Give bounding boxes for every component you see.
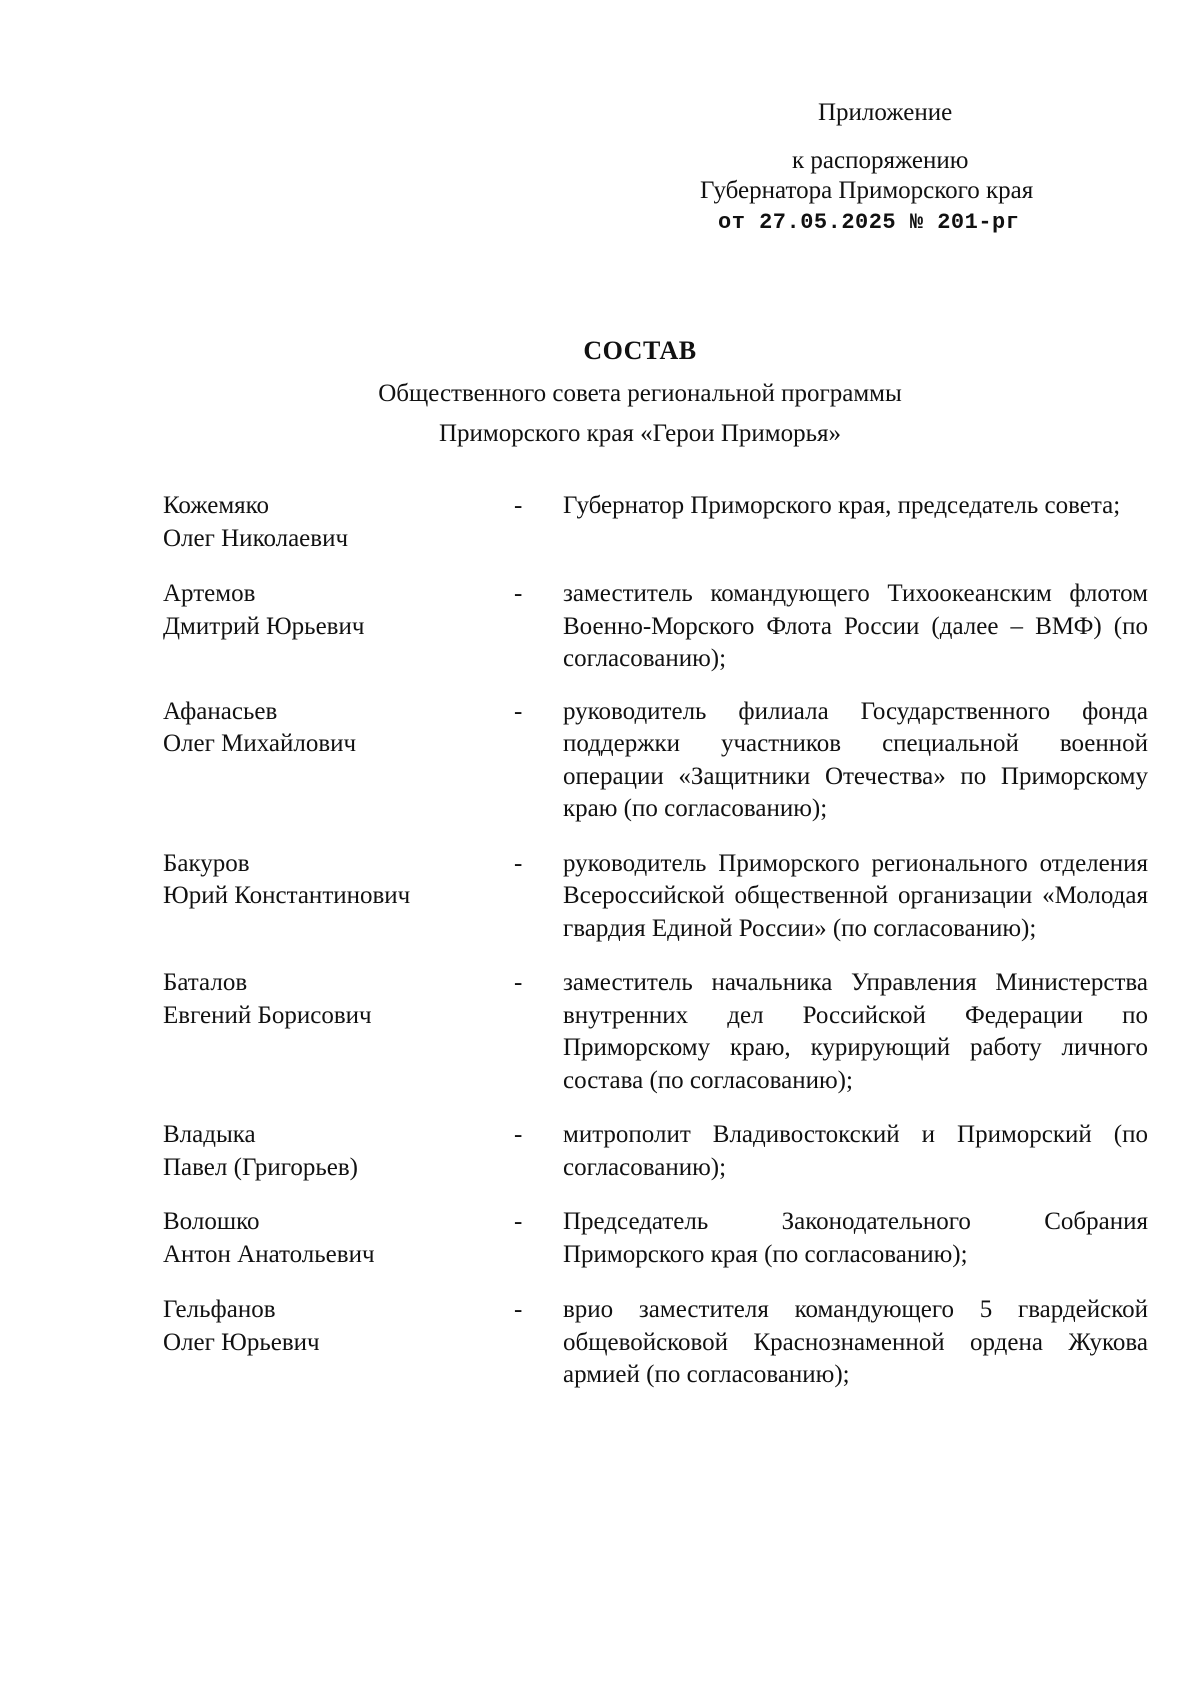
member-dash: - [514,1121,523,1148]
member-entry [163,696,1148,826]
member-role: врио заместителя командующего 5 гвардейской общевойсковой Краснознаменной ордена Жукова армией (по согласованию); [563,1296,1148,1388]
document-subtitle-line-1: Общественного совета региональной программы [378,380,902,407]
member-role: Губернатор Приморского края, председатель совета; [563,492,1121,519]
member-role: митрополит Владивостокский и Приморский (по согласованию); [563,1121,1148,1181]
governor-line: Губернатора Приморского края [700,177,1034,204]
member-dash: - [514,492,523,519]
member-surname: Афанасьев [163,697,278,725]
member-entry [163,967,1148,1097]
member-name [163,1119,508,1184]
member-given-name: Олег Юрьевич [163,1328,320,1356]
member-surname: Владыка [163,1121,256,1148]
member-surname: Артемов [163,580,256,607]
member-role: заместитель командующего Тихоокеанским флотом Военно-Морского Флота России (далее – ВМФ) (по согласованию); [563,580,1148,672]
member-entry [163,578,1148,676]
member-surname: Кожемяко [163,492,270,519]
member-given-name: Юрий Константинович [163,882,411,909]
member-surname: Гельфанов [163,1296,276,1323]
member-given-name: Павел (Григорьев) [163,1153,358,1181]
member-name [163,1294,508,1359]
member-given-name: Дмитрий Юрьевич [163,612,365,640]
member-entry [163,1294,1148,1392]
member-dash: - [514,580,523,607]
member-surname: Баталов [163,969,248,996]
member-dash: - [514,969,523,996]
order-line: к распоряжению [792,147,969,174]
member-surname: Волошко [163,1208,260,1235]
member-role: руководитель Приморского регионального отделения Всероссийской общественной организации «Молодая гвардия Единой России» (по согласованию); [563,849,1148,942]
member-given-name: Олег Николаевич [163,524,349,552]
member-surname: Бакуров [163,849,250,877]
member-name [163,696,508,761]
member-given-name: Олег Михайлович [163,730,357,757]
document-title: СОСТАВ [583,336,697,365]
member-entry [163,848,1148,946]
document-subtitle-line-2: Приморского края «Герои Приморья» [438,420,842,447]
member-name [163,848,508,913]
member-entry [163,1119,1148,1184]
member-name [163,1206,508,1271]
member-dash: - [514,1296,523,1323]
member-dash: - [514,697,523,725]
members-list [163,490,1148,1392]
member-given-name: Евгений Борисович [163,1001,372,1029]
member-entry [163,1206,1148,1271]
member-name [163,967,508,1032]
member-given-name: Антон Анатольевич [163,1240,375,1268]
appendix-label: Приложение [818,99,953,126]
member-dash: - [514,1208,523,1235]
member-role: руководитель филиала Государственного фонда поддержки участников специальной военной операции «Защитники Отечества» по Приморскому краю (по согласованию); [563,697,1148,822]
member-name [163,490,508,555]
member-dash: - [514,849,523,877]
order-date-number: от 27.05.2025 № 201-рг [718,210,1020,235]
member-entry [163,490,1148,555]
member-role: Председатель Законодательного Собрания Приморского края (по согласованию); [563,1208,1148,1268]
order-reference [700,146,1100,238]
member-role: заместитель начальника Управления Министерства внутренних дел Российской Федерации по Приморскому краю, курирующий работу личного состава (по согласованию); [563,969,1148,1094]
member-name [163,578,508,643]
